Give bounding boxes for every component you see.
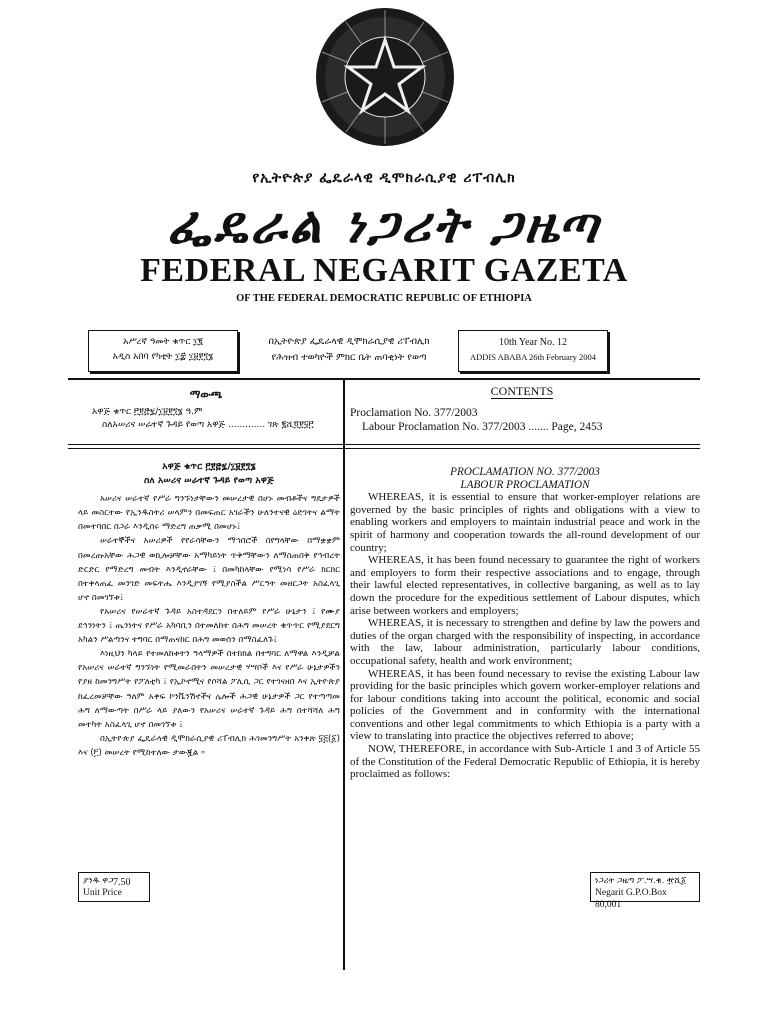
english-paragraph-2: WHEREAS, it has been found necessary to guarantee the right of workers and employers to form their respective associations and to engage, through their lawful elected representatives, in collective barganing, as well as to lay down the procedure for the expeditious settlement of Labour disputes, which arise between workers and employers; [350, 554, 700, 617]
english-issue-box [458, 330, 608, 372]
column-divider [343, 378, 345, 970]
english-proclamation-subtitle: LABOUR PROCLAMATION [460, 478, 590, 491]
unit-price-value: 7.50 [113, 877, 131, 888]
english-paragraph-4: WHEREAS, it has been found necessary to revise the existing Labour law providing for the basic principles which govern worker-employer relations and for labour conditions taking into account the political, economic and social policies of the Government and in conformity with the international conventions and other legal commitments to which Ethiopia is a party with a view to translating into practice the objectives referred to above; [350, 667, 700, 743]
amharic-toc-line-1: አዋጅ ቁጥር ፫፻፸፯/፲፱፻፺፮ ዓ.ም [92, 407, 203, 417]
amharic-issue-number: አሥረኛ ዓመት ቁጥር ፲፪ [123, 337, 203, 347]
amharic-gazette-title: ፌዴራል ነጋሪት ጋዜጣ [167, 196, 601, 254]
unit-price-label: Unit Price [83, 888, 122, 898]
english-issue-date: ADDIS ABABA 26th February 2004 [469, 352, 597, 362]
amharic-issue-date: አዲስ አበባ የካቲት ፲፰ ፲፱፻፺፮ [112, 352, 214, 362]
english-paragraph-1: WHEREAS, it is essential to ensure that worker-employer relations are governed by the basic principles of rights and obligations with a view to enabling workers and employers to maintain industrial peace and work in the spirit of harmony and cooperation towards the all-round development of our country; [350, 491, 700, 554]
po-box [590, 872, 700, 910]
amharic-contents-heading: ማውጫ [189, 388, 223, 401]
unit-price-amharic: ያንዱ ዋጋ [83, 876, 114, 886]
english-toc-line-1: Proclamation No. 377/2003 [350, 407, 478, 419]
publisher-line-2: የሕዝብ ተወካዮች ምክር ቤት ጠባቂነት የወጣ [271, 352, 427, 363]
amharic-proclamation-subtitle: ስለ አሠሪና ሠራተኛ ጉዳይ የወጣ አዋጅ [144, 475, 274, 487]
amharic-paragraph-1: አሠሪና ሠራተኛ የሥራ ግንኙነታቸውን መሠረታዊ በሆኑ መብቶችና ግዴታዎች ላይ መስርተው የኢንዱስትሪ ሠላምን በመፍጠር አገራችን ሁለንተናዊ ዕድገትና ልማት በመተባበር በጋራ እንዲሰሩ ማድረግ ጠቃሚ በመሆኑ፤ [78, 494, 340, 533]
amharic-paragraph-3: የአሠሪና የሠራተኛ ጉዳይ አስተዳደርን በተለይም የሥራ ሁኔታን ፤ የሙያ ደኅንነትን ፤ ጤንነትና የሥራ አካባቢን በተመለከተ በሕግ መሠረት ቁጥጥር የሚያደርግ አካልን ሥልጣንና ተግባር በማጠናከር በሕግ መወሰን በማስፈለጉ፤ [78, 606, 340, 646]
english-issue-number: 10th Year No. 12 [498, 337, 568, 348]
divider [68, 448, 344, 449]
english-proclamation-title: PROCLAMATION NO. 377/2003 [450, 466, 600, 478]
english-gazette-title: FEDERAL NEGARIT GAZETA [140, 252, 628, 289]
amharic-proclamation-title: አዋጅ ቁጥር ፫፻፸፯/፲፱፻፺፮ [162, 461, 256, 472]
english-paragraph-5: NOW, THEREFORE, in accordance with Sub-Article 1 and 3 of Article 55 of the Constitution of the Federal Democratic Republic of Ethiopia, it is hereby proclaimed as follows: [350, 743, 700, 781]
english-contents-label: CONTENTS [490, 384, 554, 398]
publisher-statement [246, 334, 452, 366]
po-box-english: Negarit G.P.O.Box 80,001 [595, 888, 667, 910]
amharic-proclamation-text [78, 460, 340, 760]
amharic-paragraph-5: በኢትዮጵያ ፌዴራላዊ ዲሞክራሲያዊ ሪፐብሊክ ሕገመንግሥት አንቀጽ ፶፭(፩) እና (፫) መሠረት የሚከተለው ታውጇል ። [78, 733, 340, 758]
divider [68, 444, 344, 445]
english-contents-heading [344, 384, 700, 399]
amharic-republic-name: የኢትዮጵያ ፌዴራላዊ ዲሞክራሲያዊ ሪፐብሊክ [252, 170, 516, 186]
amharic-issue-box [88, 330, 238, 372]
english-proclamation-text [350, 466, 700, 781]
publisher-line-1: በኢትዮጵያ ፌዴራላዊ ዲሞክራሲያዊ ሪፐብሊክ [268, 336, 430, 347]
english-paragraph-3: WHEREAS, it is necessary to strengthen and define by law the powers and duties of the organ charged with the responsibility of inspecting, in accordance with the law, labour administration, particularly labour conditions, occupational safety, health and work environment; [350, 617, 700, 667]
amharic-toc-line-2: ስለአሠሪና ሠራተኛ ጉዳይ የወጣ አዋጅ ............. ገጽ ፪ሺ፬፻፶፫ [102, 420, 314, 430]
divider [344, 448, 700, 449]
english-toc [350, 406, 700, 434]
amharic-paragraph-2: ሠራተኞችና አሠሪዎች የየራሳቸውን ማኅበሮች በየግላቸው በማቋቋም በመረጡአቸው ሕጋዊ ወኪሎቻቸው አማካይነት ጥቅማቸውን ለማስጠበቅ የኅብረት ድርድር የማድረግ መብት እንዲኖራቸው ፤ በመካከላቸው የሚነሳ የሥራ ክርክር በተቀላጠፈ መንገድ መፍትሔ እንዲያገኝ የሚያስችል ሥርዓት መዘርጋት አስፈላጊ ሆኖ በመገኘቱ፤ [78, 536, 340, 603]
divider [344, 444, 700, 445]
amharic-paragraph-4: እነዚህን ካላይ የተመለከቱትን ዓላማዎች በተከክል በተግባር ለማዋል እንዲቻል የአሠሪና ሠራተኛ ግንኙነት የሚመራበትን መሠረታዊ ሃሣቦች እና የሥራ ሁኔታዎችን የያዘ ከመንግሥት የፖለቲካ ፤ የኢኮኖሚና የሶሻል ፖሊሲ ጋር የተገናዘበ እና ኢትዮጵያ ከፈረመቻቸው ዓለም አቀፍ ኮንቬንሽኖችና ሌሎች ሕጋዊ ሁኔታዎች ጋር የተጣጣመ ሕግ ለማውጣት በሥራ ላይ ያለውን የአሠሪና ሠራተኛ ጉዳይ ሕግ በተሻሻለ ሕግ መተካት አስፈላጊ ሆኖ በመገኘቱ ፤ [78, 649, 340, 730]
ethiopian-emblem-icon [314, 6, 456, 148]
amharic-toc [92, 406, 342, 432]
english-subtitle: OF THE FEDERAL DEMOCRATIC REPUBLIC OF ETHIOPIA [236, 293, 532, 304]
divider [68, 378, 700, 380]
english-toc-line-2: Labour Proclamation No. 377/2003 ....... Page, 2453 [362, 421, 603, 433]
po-box-amharic: ነጋሪት ጋዜጣ ፖ.ሣ.ቁ. ፹ሺ፩ [595, 876, 687, 886]
